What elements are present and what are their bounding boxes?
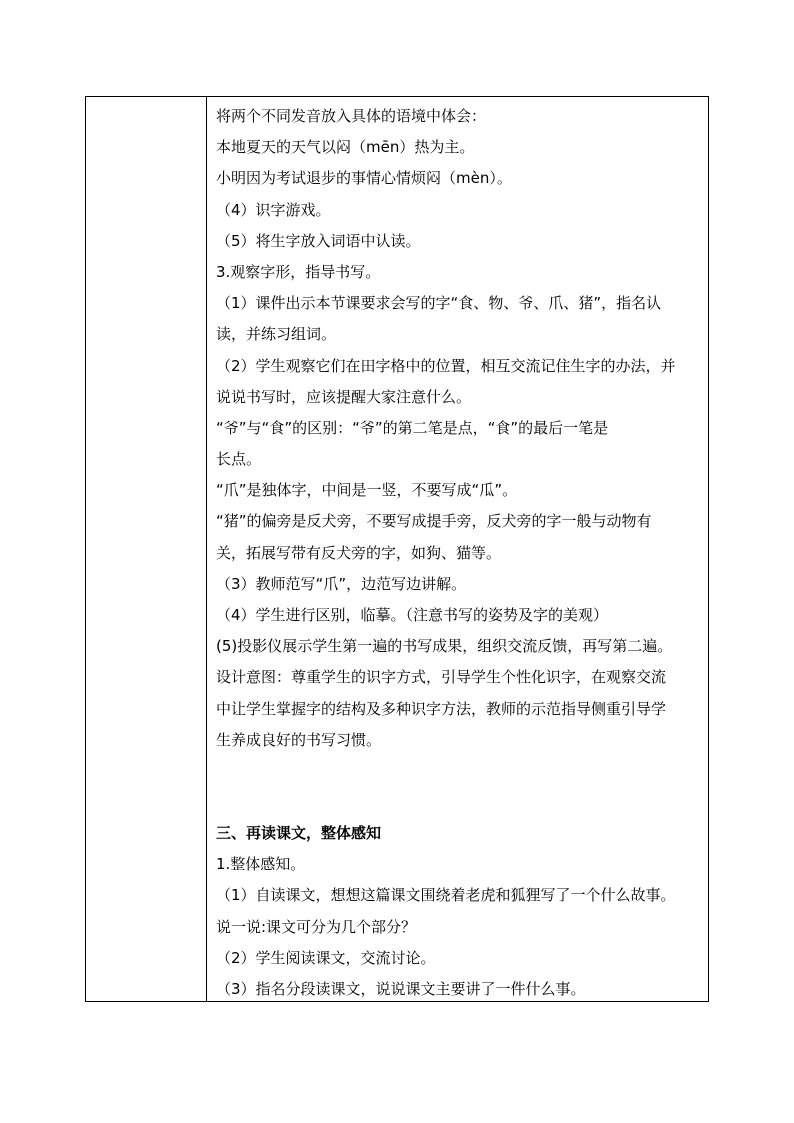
- text-line: 小明因为考试退步的事情心情烦闷（mèn）。: [216, 169, 512, 188]
- text-line: 长点。: [216, 450, 262, 469]
- text-line: （4）学生进行区别，临摹。（注意书写的姿势及字的美观）: [216, 606, 609, 624]
- text-line: （2）学生观察它们在田字格中的位置，相互交流记住生字的办法，并: [216, 356, 676, 375]
- text-line: “爪”是独体字，中间是一竖，不要写成“瓜”。: [216, 481, 518, 500]
- text-line: （1）课件出示本节课要求会写的字“食、物、爷、爪、猪”，指名认: [216, 294, 662, 313]
- blank-space: [216, 756, 702, 818]
- text-line: 生养成良好的书写习惯。: [216, 730, 382, 749]
- lesson-table: [85, 96, 709, 1002]
- text-line: 本地夏天的天气以闷（mēn）热为主。: [216, 138, 475, 157]
- text-line: （5）将生字放入词语中认读。: [216, 231, 421, 250]
- text-line: 关，拓展写带有反犬旁的字，如狗、猫等。: [216, 543, 502, 562]
- text-line: 说一说:课文可分为几个部分？: [216, 917, 417, 936]
- text-line: (5)投影仪展示学生第一遍的书写成果，组织交流反馈，再写第二遍。: [216, 637, 673, 656]
- text-line: 将两个不同发音放入具体的语境中体会：: [216, 107, 487, 125]
- text-line: （2）学生阅读课文，交流讨论。: [216, 948, 436, 967]
- text-line: 1.整体感知。: [216, 855, 306, 874]
- text-line: （4）识字游戏。: [216, 200, 331, 219]
- text-line: （1）自读课文，想想这篇课文围绕着老虎和狐狸写了一个什么故事。: [216, 886, 676, 905]
- text-line: （3）教师范写“爪”，边范写边讲解。: [216, 574, 467, 593]
- text-line: 中让学生掌握字的结构及多种识字方法，教师的示范指导侧重引导学: [216, 699, 667, 718]
- text-line: 说说书写时，应该提醒大家注意什么。: [216, 387, 472, 406]
- text-line: “爷”与“食”的区别：“爷”的第二笔是点，“食”的最后一笔是: [216, 418, 609, 437]
- text-line: （3）指名分段读课文，说说课文主要讲了一件什么事。: [216, 979, 586, 998]
- text-line: 读，并练习组词。: [216, 325, 337, 344]
- text-line: 设计意图：尊重学生的识字方式，引导学生个性化识字，在观察交流: [216, 668, 667, 687]
- table-left-cell: [86, 97, 207, 1001]
- section-heading: 三、再读课文，整体感知: [216, 823, 382, 842]
- table-right-cell: [207, 97, 708, 1001]
- text-line: “猪”的偏旁是反犬旁，不要写成提手旁，反犬旁的字一般与动物有: [216, 512, 652, 531]
- text-line: 3.观察字形，指导书写。: [216, 262, 381, 281]
